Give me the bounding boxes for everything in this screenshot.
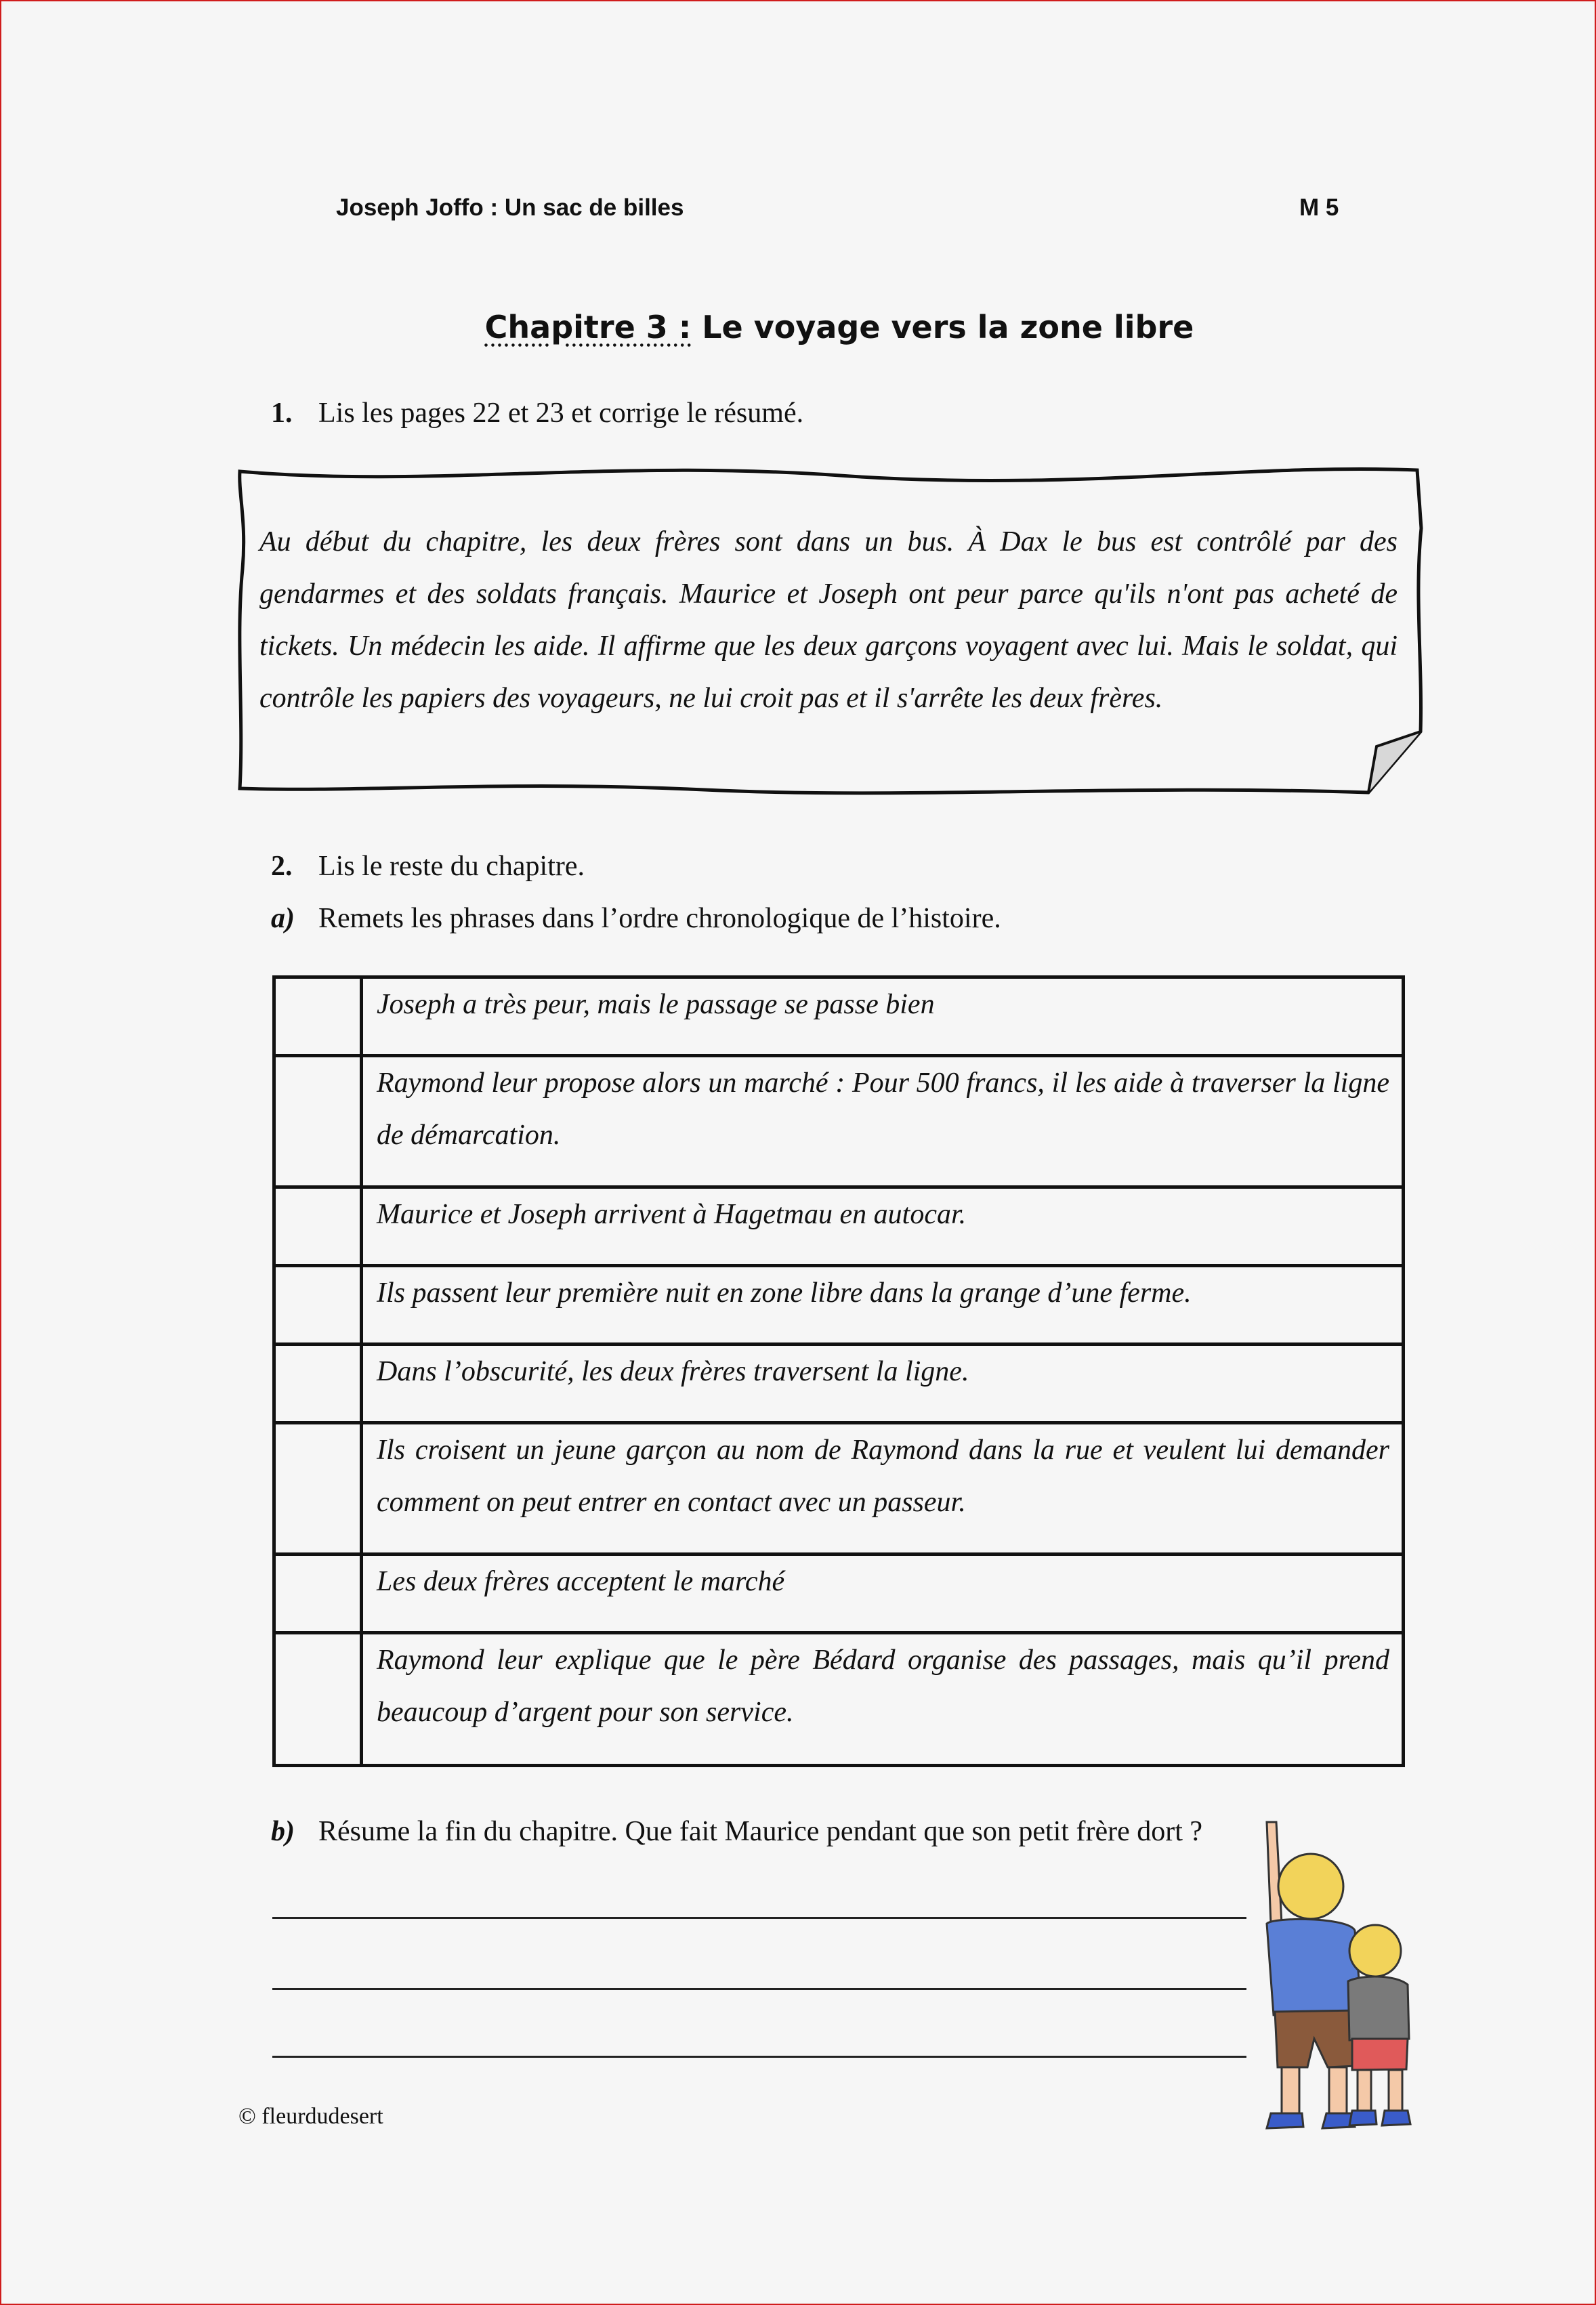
chronology-table	[272, 975, 1405, 1767]
answer-line[interactable]	[272, 1988, 1246, 1990]
question-2b-text: Résume la fin du chapitre. Que fait Maurice pendant que son petit frère dort ?	[318, 1816, 1203, 1847]
table-row	[274, 1345, 1404, 1423]
order-number-cell[interactable]	[274, 1555, 362, 1633]
table-row	[274, 1423, 1404, 1555]
question-2a-text: Remets les phrases dans l’ordre chronologique de l’histoire.	[318, 903, 1001, 934]
order-number-cell[interactable]	[274, 1345, 362, 1423]
table-row	[274, 1187, 1404, 1266]
table-row	[274, 1266, 1404, 1345]
answer-line[interactable]	[272, 2056, 1246, 2058]
summary-text: Au début du chapitre, les deux frères sont dans un bus. À Dax le bus est contrôlé par des gendarmes et des soldats français. Maurice et Joseph ont peur parce qu'ils n'ont pas acheté de tickets. Un médecin les aide. Il affirme que les deux garçons voyagent avec lui. Mais le soldat, qui contrôle les papiers des voyageurs, ne lui croit pas et il s'arrête les deux frères.	[259, 526, 1398, 714]
sentence-cell: Ils croisent un jeune garçon au nom de Raymond dans la rue et veulent lui demander comment on peut entrer en contact avec un passeur.	[362, 1423, 1404, 1555]
chapter-name: Le voyage vers la zone libre	[702, 309, 1194, 345]
question-2-text: Lis le reste du chapitre.	[318, 851, 585, 882]
sentence-cell: Les deux frères acceptent le marché	[362, 1555, 1404, 1633]
sentence-cell: Raymond leur explique que le père Bédard organise des passages, mais qu’il prend beaucoup d’argent pour son service.	[362, 1633, 1404, 1766]
two-boys-illustration	[1246, 1815, 1423, 2134]
header-title: Joseph Joffo : Un sac de billes	[336, 194, 684, 221]
table-row	[274, 977, 1404, 1056]
order-number-cell[interactable]	[274, 977, 362, 1056]
order-number-cell[interactable]	[274, 1633, 362, 1766]
question-2a-label: a)	[271, 903, 295, 934]
sentence-cell: Maurice et Joseph arrivent à Hagetmau en autocar.	[362, 1187, 1404, 1266]
order-number-cell[interactable]	[274, 1056, 362, 1187]
table-row	[274, 1555, 1404, 1633]
question-2-number: 2.	[271, 851, 293, 882]
table-row	[274, 1633, 1404, 1766]
sentence-cell: Raymond leur propose alors un marché : Pour 500 francs, il les aide à traverser la ligne de démarcation.	[362, 1056, 1404, 1187]
sentence-cell: Joseph a très peur, mais le passage se passe bien	[362, 977, 1404, 1056]
copyright: © fleurdudesert	[238, 2104, 383, 2129]
question-1-number: 1.	[271, 398, 293, 429]
order-number-cell[interactable]	[274, 1423, 362, 1555]
question-1-text: Lis les pages 22 et 23 et corrige le résumé.	[318, 398, 804, 429]
sentence-cell: Dans l’obscurité, les deux frères traversent la ligne.	[362, 1345, 1404, 1423]
question-2b-label: b)	[271, 1816, 295, 1847]
chapter-title	[0, 309, 1596, 345]
order-number-cell[interactable]	[274, 1187, 362, 1266]
sentence-cell: Ils passent leur première nuit en zone libre dans la grange d’une ferme.	[362, 1266, 1404, 1345]
header-code: M 5	[1299, 194, 1339, 221]
chapter-label: Chapitre 3 :	[484, 309, 692, 345]
order-number-cell[interactable]	[274, 1266, 362, 1345]
table-row	[274, 1056, 1404, 1187]
answer-line[interactable]	[272, 1917, 1246, 1919]
